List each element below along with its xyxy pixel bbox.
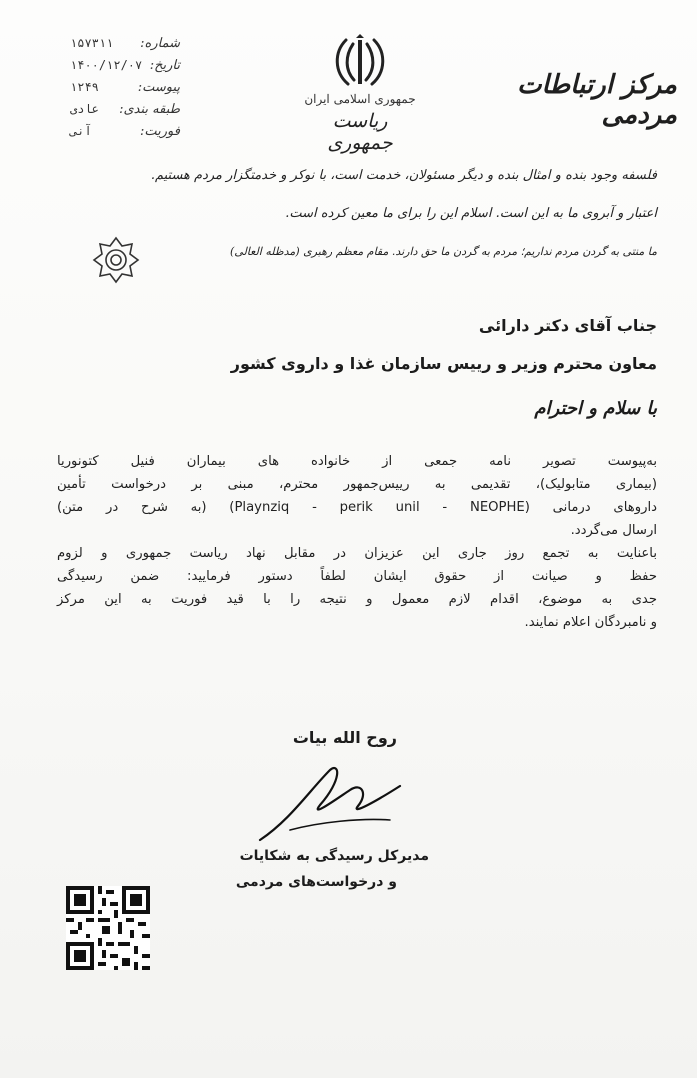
meta-classification-label: طبقه بندی:	[119, 102, 180, 117]
meta-date-value: ۱۴۰۰/۱۲/۰۷	[70, 58, 143, 72]
body-line: جدی به موضوع، اقدام لازم معمول و نتیجه را با قید فوریت به این مرکز	[57, 592, 657, 607]
letter-body	[57, 450, 657, 634]
ornamental-seal-icon	[92, 236, 140, 284]
greeting: با سلام و احترام	[534, 398, 657, 419]
paragraph-2	[57, 542, 657, 634]
quote-line-2: اعتبار و آبروی ما به این است. اسلام این را برای ما معین کرده است.	[285, 206, 657, 221]
center-title: مرکز ارتباطات مردمی	[517, 70, 677, 130]
meta-classification	[70, 102, 180, 124]
qr-code-icon	[66, 886, 150, 970]
header-quotes	[150, 163, 657, 277]
meta-date	[70, 58, 180, 80]
meta-urgency-value: آنی	[70, 124, 92, 138]
signatory-title-2: و درخواست‌های مردمی	[235, 874, 397, 890]
letter-meta	[70, 36, 180, 146]
meta-number	[70, 36, 180, 58]
meta-date-label: تاریخ:	[149, 58, 180, 73]
gov-name: جمهوری اسلامی ایران	[304, 92, 416, 106]
meta-urgency	[70, 124, 180, 146]
addressee-position: معاون محترم وزیر و رییس سازمان غذا و داروی کشور	[230, 354, 657, 373]
handwritten-signature	[250, 760, 410, 850]
paragraph-1	[57, 450, 657, 542]
quote-line-1: فلسفه وجود بنده و امثال بنده و دیگر مسئولان، خدمت است، با نوکر و خدمتگزار مردم هستیم.	[150, 168, 657, 183]
body-line: (بیماری متابولیک)، تقدیمی به رییس‌جمهور محترم، مبنی بر درخواست تأمین	[57, 477, 657, 492]
body-line: و نامبردگان اعلام نمایند.	[524, 615, 657, 630]
meta-attachment-label: پیوست:	[137, 80, 180, 95]
meta-number-value: ۱۵۷۳۱۱	[70, 36, 114, 50]
body-line: ارسال می‌گردد.	[570, 523, 657, 538]
iran-emblem-icon	[330, 34, 390, 90]
meta-number-label: شماره:	[140, 36, 180, 51]
body-line: داروهای درمانی (Playnziq - perik unil - NEOPHE) (به شرح در متن)	[57, 500, 657, 515]
body-line: باعنایت به تجمع روز جاری این عزیزان در مقابل نهاد ریاست جمهوری و لزوم	[57, 546, 657, 561]
meta-urgency-label: فوریت:	[140, 124, 180, 139]
meta-classification-value: عادی	[70, 102, 99, 116]
quote-line-3: ما منتی به گردن مردم نداریم؛ مردم به گردن ما حق دارند. مقام معظم رهبری (مدظله العالی)	[229, 245, 657, 258]
meta-attachment	[70, 80, 180, 102]
body-line: حفظ و صیانت از حقوق ایشان لطفاً دستور فرمایید: ضمن رسیدگی	[57, 569, 657, 584]
signatory-title-1: مدیرکل رسیدگی به شکایات	[239, 848, 429, 864]
signatory-name: روح الله بیات	[292, 728, 397, 747]
meta-attachment-value: ۱۲۴۹	[70, 80, 99, 94]
body-line: به‌پیوست تصویر نامه جمعی از خانواده های بیماران فنیل کتونوریا	[57, 454, 657, 469]
addressee-name: جناب آقای دکتر دارائی	[478, 316, 657, 335]
presidency-title: ریاست جمهوری	[327, 110, 393, 154]
